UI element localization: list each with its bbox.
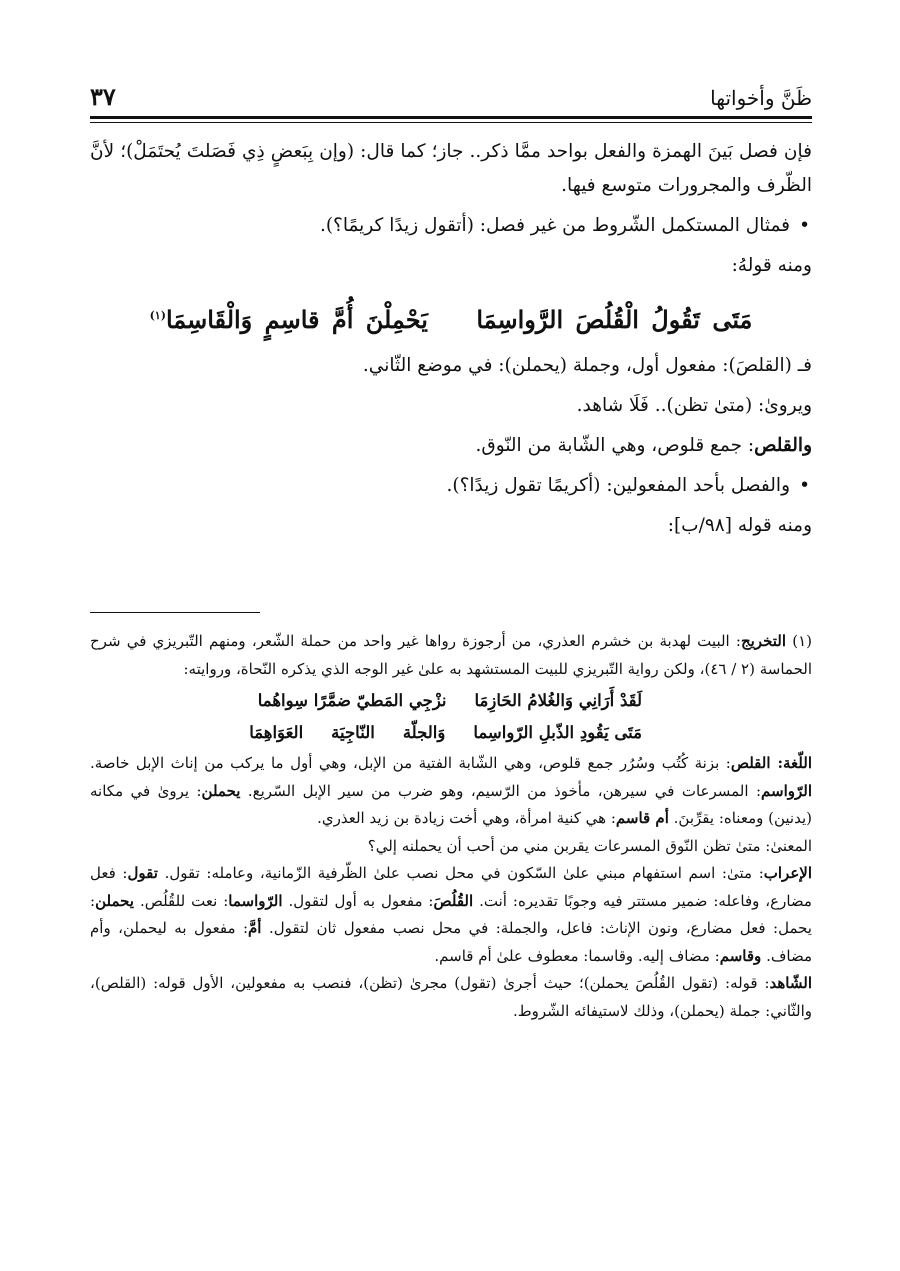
- paragraph-5: [90, 429, 812, 463]
- footnote-ref: (١): [149, 309, 166, 322]
- verse-hemistich-1: مَتَى تَقُولُ الْقُلُصَ الرَّواسِمَا: [476, 305, 753, 334]
- shahid-text: : قوله: (تقول القُلُصَ يحملن)؛ حيث أجرىٰ (تقول) مجرىٰ (تظن)، فنصب به مفعولين، الأول قوله: (القلص)، والثّاني: جملة (يحملن)، وذلك لاستيفائه الشّروط.: [90, 974, 812, 1020]
- term-qulus: والقلص: [754, 435, 812, 456]
- paragraph-3: فـ (القلصَ): مفعول أول، وجملة (يحملن): في موضع الثّاني.: [362, 355, 812, 376]
- lugha-term: اللّغة: [783, 754, 812, 772]
- header-rule-thick: [90, 116, 812, 119]
- paragraph-4: ويروىٰ: (متىٰ تظن).. فَلَا شاهد.: [576, 395, 812, 416]
- footnote-shahid: [90, 970, 812, 1025]
- irab-qulus-def: : مفعول به أول لتقول.: [288, 891, 434, 910]
- irab-umm: أمَّ: [248, 919, 262, 937]
- footnote-1-text: : البيت لهدبة بن خشرم العذري، من أرجوزة رواها غير واحد من حملة الشّعر، ومنهم التّبريزي في شرح الحماسة (٢ / ٤٦)، ولكن رواية التّبريزي للبيت المستشهد به علىٰ غير الوجه الذي يذكره النّحاة، وروايته:: [90, 632, 812, 678]
- irab-rawasima-def: : نعت للقُلُص.: [139, 891, 229, 910]
- lugha-rawasim: الرّواسم: [761, 781, 812, 800]
- irab-yahmilna: يحملن: [95, 891, 134, 910]
- footnote-verse-2d: العَوَاهِمَا: [249, 722, 304, 742]
- lugha-yahmilna-def: : يروىٰ في مكانه (يدنين) ومعناه: يقرِّبنَ.: [90, 781, 812, 827]
- footnote-verse-1: [90, 687, 812, 715]
- irab-qasim: وقاسم: [719, 946, 762, 965]
- verse-hemistich-2: [150, 299, 428, 337]
- paragraph-5-rest: : جمع قلوص، وهي الشّابة من النّوق.: [475, 435, 755, 456]
- footnote-term-takhrij: التخريج: [740, 632, 787, 650]
- footnote-number: (١): [792, 632, 812, 650]
- running-head: ظَنَّ وأخواتها: [710, 86, 812, 110]
- footnote-verse-2: [90, 719, 812, 747]
- paragraph-6: ومنه قوله [٩٨/ب]:: [667, 515, 812, 536]
- footnote-verse-2b: وَالجلّة: [402, 722, 446, 742]
- lugha-umm-qasim: أم قاسم: [615, 809, 669, 827]
- bullet-item-2: • والفصل بأحد المفعولين: (أكريمًا تقول زيدًا؟).: [90, 469, 812, 503]
- paragraph-2: ومنه قولهُ:: [731, 255, 812, 276]
- lugha-qulus-def: : بزنة كُتُب وسُرُر جمع قلوص، وهي الشّابة الفتية من الإبل، وهي أول ما يركب من إناث الإبل خاصة.: [90, 754, 731, 772]
- lugha-umm-qasim-def: : هي كنية امرأة، وهي أخت زيادة بن زيد العذري.: [317, 809, 616, 827]
- footnote-irab: [90, 860, 812, 970]
- bullet-item-1: • فمثال المستكمل الشّروط من غير فصل: (أتقول زيدًا كريمًا؟).: [90, 209, 812, 243]
- header-rule-thin: [90, 122, 812, 123]
- irab-mata: : متىٰ: اسم استفهام مبني علىٰ السّكون في محل نصب علىٰ الظّرفية الزّمانية، وعامله: تقول.: [164, 864, 764, 882]
- shahid-term: الشّاهد: [769, 974, 812, 992]
- irab-yahmilna-def: : يحمل: فعل مضارع، ونون الإناث: فاعل، والجملة: في محل نصب مفعول ثان لتقول.: [90, 891, 812, 937]
- lugha-rawasim-def: : المسرعات في سيرهن، مأخوذ من الرّسيم، وهو ضرب من سير الإبل السّريع.: [247, 781, 762, 800]
- verse-hemistich-2-text: يَحْمِلْنَ أُمَّ قاسِمٍ وَالْقَاسِمَا: [165, 305, 428, 334]
- footnote-lugha: [90, 750, 812, 833]
- lugha-qulus: : القلص: [730, 754, 784, 772]
- irab-taqul-def: : فعل مضارع، وفاعله: ضمير مستتر فيه وجوبًا تقديره: أنت.: [90, 864, 812, 910]
- irab-rawasima: الرّواسما: [228, 891, 283, 910]
- verse: [90, 299, 812, 337]
- page: [90, 80, 812, 549]
- footnote-verse-2a: مَتَى يَقُودِ الذّبلِ الرّواسِما: [473, 722, 642, 742]
- page-header: [90, 80, 812, 116]
- footnote-verse-1a: لَقَدْ أَرَانِي وَالغُلامُ الحَازِمَا: [474, 691, 642, 710]
- lugha-yahmilna: يحملن: [201, 781, 241, 800]
- footnote-verse-1b: نزْجِي المَطيّ ضمَّرًا سِواهُما: [257, 691, 447, 710]
- footnotes: [90, 628, 812, 1025]
- footnote-mana: المعنىٰ: متىٰ تظن النّوق المسرعات يقربن مني من أحب أن يحملنه إلي؟: [367, 836, 812, 855]
- footnote-separator: [90, 612, 260, 613]
- irab-taqul: تقول: [127, 864, 158, 882]
- footnote-1: [90, 628, 812, 683]
- paragraph-1: فإن فصل بَينَ الهمزة والفعل بواحد ممَّا ذكر.. جاز؛ كما قال: (وإن بِبَعضٍ ذِي فَصَلتَ يُحتَمَلْ)؛ لأنَّ الظّرف والمجرورات متوسع فيها.: [90, 141, 812, 196]
- irab-umm-def: : مفعول به ليحملن، وأم مضاف.: [90, 919, 812, 965]
- page-number: ٣٧: [90, 82, 116, 111]
- irab-qulus: القُلُصَ: [433, 891, 474, 910]
- irab-qasim-def: : مضاف إليه. وقاسما: معطوف علىٰ أم قاسم.: [434, 946, 720, 965]
- footnote-verse-2c: النّاجِيَة: [331, 722, 375, 742]
- irab-term: الإعراب: [763, 864, 812, 882]
- main-text: [90, 135, 812, 543]
